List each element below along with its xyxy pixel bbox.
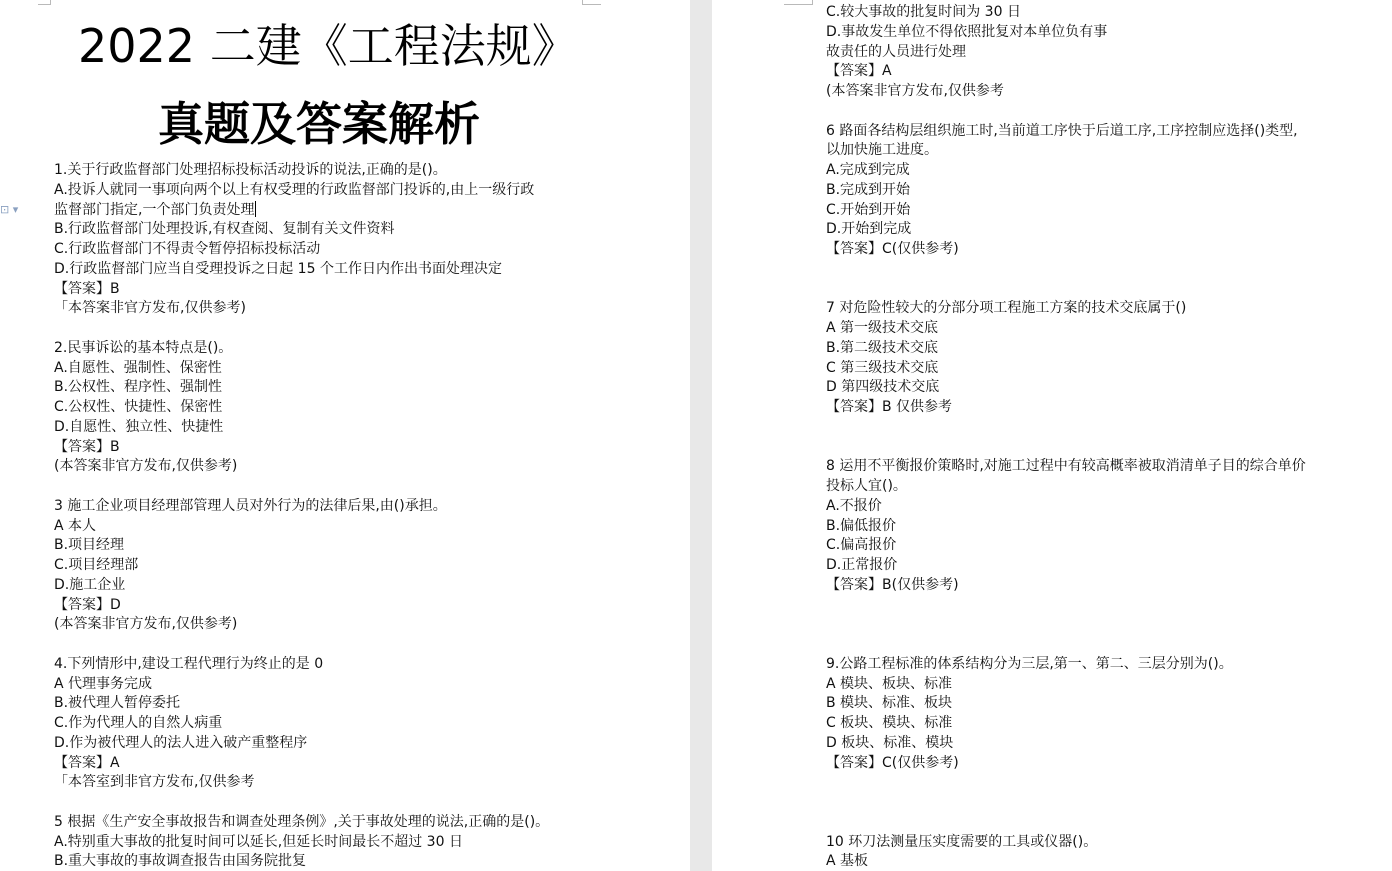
text-line: C.较大事故的批复时间为 30 日: [826, 4, 1021, 20]
text-line: C.项目经理部: [54, 557, 139, 573]
text-line: D.开始到完成: [826, 221, 912, 238]
text-line: 7 对危险性较大的分部分项工程施工方案的技术交底属于(): [826, 300, 1187, 317]
text-line: B.项目经理: [54, 537, 125, 554]
text-line: A.投诉人就同一事项向两个以上有权受理的行政监督部门投诉的,由上一级行政: [54, 181, 535, 198]
text-line: C 第三级技术交底: [826, 359, 939, 376]
text-line: 【答案】C(仅供参考): [826, 241, 959, 257]
text-line: 1.关于行政监督部门处理招标投标活动投诉的说法,正确的是()。: [54, 162, 447, 178]
margin-mark-top-left: [784, 0, 813, 5]
text-line: 【答案】A: [54, 754, 120, 771]
text-line: 3 施工企业项目经理部管理人员对外行为的法律后果,由()承担。: [54, 497, 447, 514]
text-line: B.公权性、程序性、强制性: [54, 379, 223, 396]
text-line: 「本答室到非官方发布,仅供参考: [54, 774, 255, 791]
text-line: A 第一级技术交底: [826, 320, 939, 336]
text-line: 10 环刀法测量压实度需要的工具或仪器()。: [826, 833, 1098, 850]
text-line: D.行政监督部门应当自受理投诉之日起 15 个工作日内作出书面处理决定: [54, 260, 502, 277]
text-line: B.完成到开始: [826, 181, 911, 198]
text-line: 故责任的人员进行处理: [826, 43, 966, 60]
text-line: B 模块、标准、板块: [826, 695, 953, 712]
text-line: 【答案】B 仅供参考: [826, 399, 953, 415]
text-line: 以加快施工进度。: [826, 142, 938, 159]
text-line: 【答案】A: [826, 63, 892, 80]
margin-mark-top-right: [582, 0, 601, 5]
text-line: C.偏高报价: [826, 537, 897, 554]
text-line: D.正常报价: [826, 557, 898, 573]
text-line: B.行政监督部门处理投诉,有权查阅、复制有关文件资料: [54, 221, 395, 238]
text-line: A 本人: [54, 517, 97, 534]
text-line: C 板块、模块、标准: [826, 715, 953, 731]
text-line: 9.公路工程标准的体系结构分为三层,第一、第二、三层分别为()。: [826, 655, 1233, 672]
text-line: 【答案】B: [54, 438, 120, 455]
text-line: B.偏低报价: [826, 517, 897, 534]
text-line: 【答案】C(仅供参考): [826, 754, 959, 771]
text-line: 5 根据《生产安全事故报告和调查处理条例》,关于事故处理的说法,正确的是()。: [54, 813, 550, 830]
text-line: D 第四级技术交底: [826, 379, 940, 396]
text-line: 【答案】B(仅供参考): [826, 576, 959, 593]
text-line: (本答案非官方发布,仅供参考): [54, 458, 238, 475]
text-line: B.被代理人暂停委托: [54, 695, 181, 712]
paragraph-tool-icon[interactable]: ⊡ ▾: [0, 203, 19, 216]
text-line: D.作为被代理人的法人进入破产重整程序: [54, 734, 308, 751]
text-line: 投标人宜()。: [826, 478, 907, 494]
text-line: D.事故发生单位不得依照批复对本单位负有事: [826, 23, 1108, 40]
text-line: 监督部门指定,一个部门负责处理: [54, 201, 255, 218]
text-line: 4.下列情形中,建设工程代理行为终止的是 0: [54, 655, 324, 672]
text-line: A.完成到完成: [826, 162, 910, 178]
text-line: D 板块、标准、模块: [826, 734, 954, 751]
page-left: [0, 0, 690, 871]
text-line: A.特别重大事故的批复时间可以延长,但延长时间最长不超过 30 日: [54, 833, 463, 850]
text-line: A.不报价: [826, 497, 882, 514]
page-right: [712, 0, 1392, 871]
text-line: A 基板: [826, 853, 869, 870]
text-line: 【答案】B: [54, 280, 120, 297]
text-line: D.施工企业: [54, 576, 126, 593]
text-line: C.行政监督部门不得责令暂停招标投标活动: [54, 241, 321, 257]
document-title: 2022 二建《工程法规》: [78, 19, 578, 73]
text-line: B.第二级技术交底: [826, 339, 939, 356]
text-line: C.开始到开始: [826, 201, 911, 218]
text-line: B.重大事故的事故调查报告由国务院批复: [54, 853, 307, 870]
text-line: A.自愿性、强制性、保密性: [54, 359, 222, 376]
text-line: C.作为代理人的自然人病重: [54, 715, 223, 731]
document-subtitle: 真题及答案解析: [158, 97, 480, 151]
text-line: C.公权性、快捷性、保密性: [54, 399, 223, 415]
text-line: 6 路面各结构层组织施工时,当前道工序快于后道工序,工序控制应选择()类型,: [826, 122, 1298, 139]
text-line: 8 运用不平衡报价策略时,对施工过程中有较高概率被取消清单子目的综合单价: [826, 458, 1306, 475]
text-line: D.自愿性、独立性、快捷性: [54, 418, 224, 435]
text-line: 「本答案非官方发布,仅供参考): [54, 300, 246, 317]
text-line: A 模块、板块、标准: [826, 675, 953, 692]
text-line: 【答案】D: [54, 596, 121, 613]
margin-mark-top-left: [38, 0, 51, 5]
text-line: 2.民事诉讼的基本特点是()。: [54, 339, 233, 356]
text-line: A 代理事务完成: [54, 675, 153, 692]
text-line: (本答案非官方发布,仅供参考: [826, 83, 1004, 99]
text-cursor: [255, 201, 256, 217]
text-line: (本答案非官方发布,仅供参考): [54, 616, 238, 633]
